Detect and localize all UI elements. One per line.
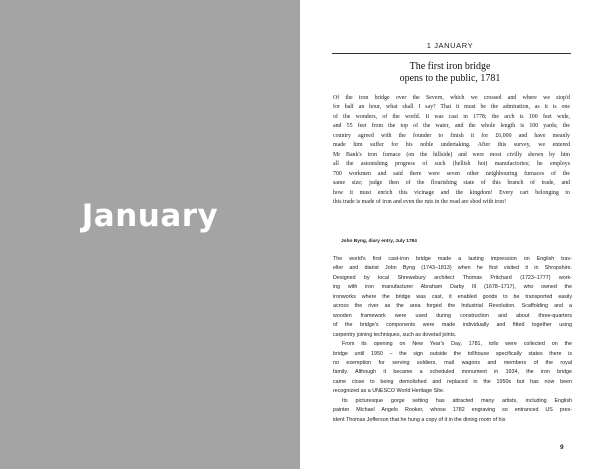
quote-attribution: John Byng, diary entry, July 1784	[341, 239, 417, 244]
body-text	[333, 255, 572, 425]
quote-line: 700 workmen and said there were seven other neighbouring furnaces of the	[333, 170, 570, 177]
entry-title	[300, 61, 600, 84]
running-head: 1 JANUARY	[426, 41, 474, 50]
quote-line: Of the iron bridge over the Severn, which we crossed and where we stop'd	[333, 95, 570, 101]
month-title: January	[81, 198, 219, 234]
body-line: of the bridge's components were made individually and fitted together using	[333, 322, 572, 329]
body-line: bridge until 1950 – the sign outside the tollhouse specifically states there is	[333, 350, 572, 357]
quote-line: and 55 feet from the top of the water, and the whole length is 100 yards; the	[333, 123, 570, 130]
body-line: Designed by local Shrewsbury architect Thomas Pritchard (1723–1777) work-	[333, 274, 572, 281]
body-line: ing with iron manufacturer Abraham Darby III (1678–1717), who owned the	[333, 284, 572, 291]
quote-line: made him suffer for his noble undertaking. After this survey, we entered	[333, 142, 570, 149]
quote-line: same size; judge then of the flourishing state of this branch of trade, and	[333, 180, 570, 187]
body-line: carpentry joining techniques, such as dovetail joints.	[333, 331, 457, 338]
quote-line: Mr Bank's iron furnace (on the hillside) and were most civilly shown by him	[333, 151, 570, 158]
quote-line: all the astonishing progress of such (hellish hot) manufactories; he employs	[333, 161, 570, 168]
body-line: across the river as the area forged the Industrial Revolution. Scaffolding and a	[333, 303, 572, 310]
body-line: came close to being demolished and replaced in the 1950s but has now been	[333, 378, 572, 385]
body-line: wooden framework were used during construction and about three-quarters	[333, 312, 572, 319]
body-line: From its opening on New Year's Day, 1781, tolls were collected on the	[342, 341, 572, 348]
page-number: 9	[560, 444, 564, 451]
body-line: no exemption for serving soldiers, mail wagons and members of the royal	[333, 359, 572, 366]
body-line: eller and diarist John Byng (1743–1813) when he first visited it in Shropshire.	[333, 265, 572, 272]
quote-line: country agreed with the founder to finish it for £6,000 and have meanly	[333, 132, 570, 139]
quote-line: this trade is made of iron and even the ruts in the road are shod with iron!	[333, 198, 507, 205]
quote-block	[333, 94, 570, 207]
running-head-rule	[332, 53, 571, 54]
body-line: ident Thomas Jefferson that he hung a copy of it in the dining room of his	[333, 416, 506, 423]
body-line: Its picturesque gorge setting has attracted many artists, including English	[342, 397, 572, 404]
quote-line: for half an hour, what shall I say? That it must be the admiration, as it is one	[333, 104, 570, 111]
entry-title-line: opens to the public, 1781	[399, 72, 501, 84]
body-line: painter Michael Angelo Rooker, whose 1782 engraving so entranced US pres-	[333, 407, 572, 414]
body-line: family. Although it became a scheduled monument in 1934, the iron bridge	[333, 369, 572, 376]
quote-line: of the wonders, of the world. It was cast in 1778; the arch is 100 feet wide,	[333, 113, 570, 120]
body-line: The world's first cast-iron bridge made a lasting impression on English trav-	[333, 256, 572, 262]
body-line: ironworks where the bridge was cast, it enabled goods to be transported easily	[333, 293, 572, 300]
entry-title-line: The first iron bridge	[409, 61, 491, 72]
body-line: recognized as a UNESCO World Heritage Site.	[333, 388, 445, 395]
quote-line: how it must enrich this vicinage and the kingdom! Every cart belonging to	[333, 189, 570, 196]
right-page	[300, 0, 600, 469]
